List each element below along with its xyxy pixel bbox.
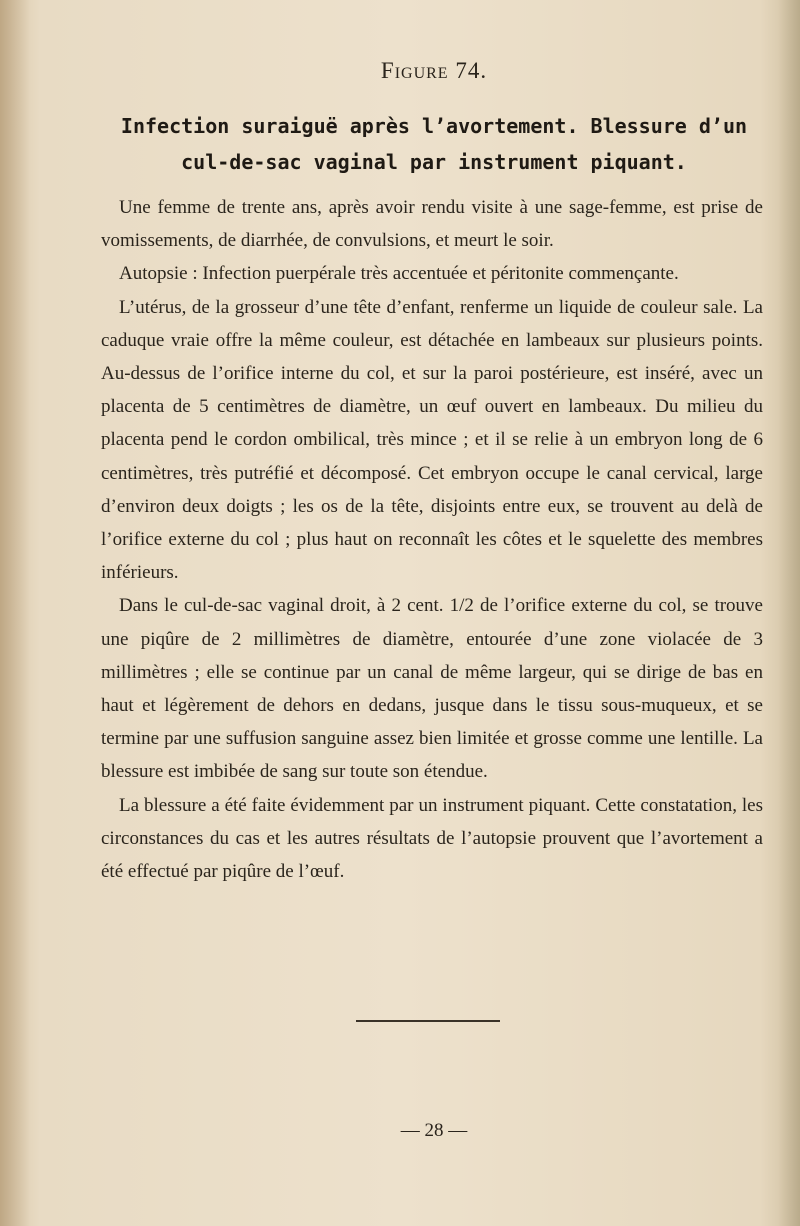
page-edge-shadow-right [778, 0, 800, 1226]
page-number: — 28 — [400, 1120, 468, 1141]
figure-number: 74. [455, 58, 488, 83]
paragraph: L’utérus, de la grosseur d’une tête d’enfant, renferme un liquide de couleur sale. La caduque vraie offre la même couleur, est détachée en lambeaux sur plusieurs points. Au-dessus de l’orifice interne du col, et sur la paroi postérieure, est inséré, avec un placenta de 5 centimètres de diamètre, un œuf ouvert en lambeaux. Du milieu du placenta pend le cordon ombilical, très mince ; et il se relie à un embryon long de 6 centimètres, très putréfié et décomposé. Cet embryon occupe le canal cervical, large d’environ deux doigts ; les os de la tête, disjoints entre eux, se trouvent au delà de l’orifice externe du col ; plus haut on reconnaît les côtes et le squelette des membres inférieurs. [101, 296, 763, 584]
section-divider [356, 1020, 500, 1022]
figure-heading [0, 58, 800, 84]
body-text [101, 191, 763, 888]
figure-word: Figure [380, 58, 449, 83]
paragraph: Autopsie : Infection puerpérale très accentuée et péritonite commençante. [119, 263, 679, 285]
section-title: Infection suraiguë après l’avortement. Blessure d’un cul-de-sac vaginal par instrument piquant. [120, 114, 748, 174]
paragraph: La blessure a été faite évidemment par un instrument piquant. Cette constatation, les circonstances du cas et les autres résultats de l’autopsie prouvent que l’avortement a été effectué par piqûre de l’œuf. [101, 794, 763, 883]
paragraph: Une femme de trente ans, après avoir rendu visite à une sage-femme, est prise de vomissements, de diarrhée, de convulsions, et meurt le soir. [101, 197, 763, 252]
paragraph: Dans le cul-de-sac vaginal droit, à 2 cent. 1/2 de l’orifice externe du col, se trouve une piqûre de 2 millimètres de diamètre, entourée d’une zone violacée de 3 millimètres ; elle se continue par un canal de même largeur, qui se dirige de bas en haut et légèrement de dehors en dedans, jusque dans le tissu sous-muqueux, et se termine par une suffusion sanguine assez bien limitée et grosse comme une lentille. La blessure est imbibée de sang sur toute son étendue. [101, 595, 763, 783]
page-edge-shadow-left [0, 0, 30, 1226]
